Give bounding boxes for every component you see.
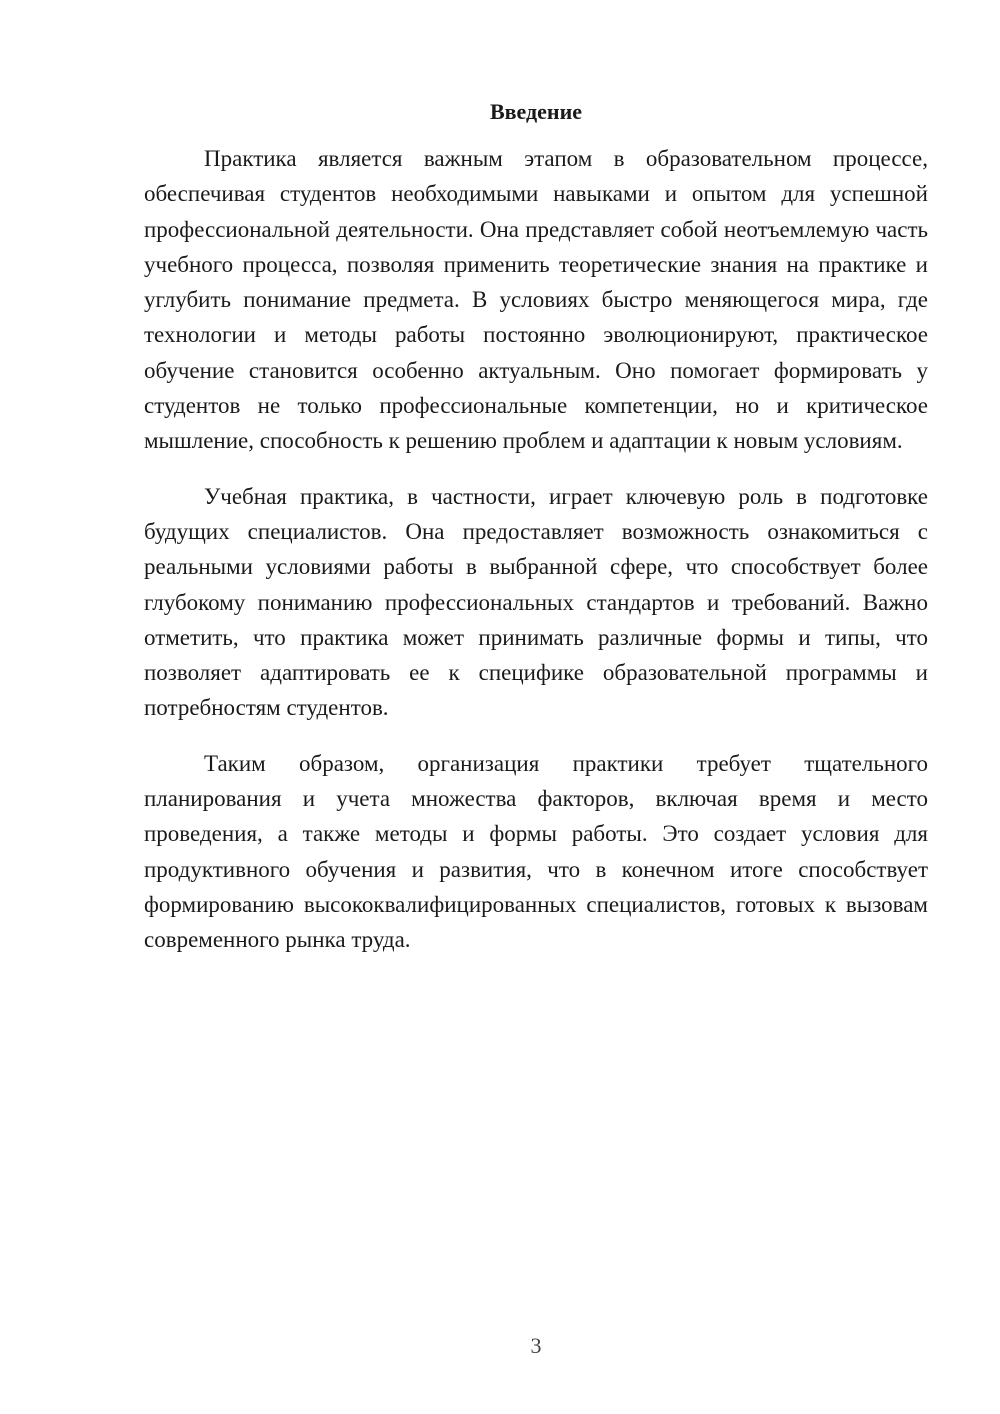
paragraph-3: Таким образом, организация практики требует тщательного планирования и учета множества факторов, включая время и место проведения, а также методы и формы работы. Это создает условия для продуктивного обучения и развития, что в конечном итоге способствует формированию высококвалифицированных специалистов, готовых к вызовам современного рынка труда. [144,750,928,953]
page-number: 3 [530,1333,542,1358]
paragraph-1: Практика является важным этапом в образовательном процессе, обеспечивая студентов необходимыми навыками и опытом для успешной профессиональной деятельности. Она представляет собой неотъемлемую часть учебного процесса, позволяя применить теоретические знания на практике и углубить понимание предмета. В условиях быстро меняющегося мира, где технологии и методы работы постоянно эволюционируют, практическое обучение становится особенно актуальным. Оно помогает формировать у студентов не только профессиональные компетенции, но и критическое мышление, способность к решению проблем и адаптации к новым условиям. [144,146,928,454]
section-title: Введение [489,99,583,124]
body-text [144,141,928,978]
paragraph-2: Учебная практика, в частности, играет ключевую роль в подготовке будущих специалистов. Она предоставляет возможность ознакомиться с реальными условиями работы в выбранной сфере, что способствует более глубокому пониманию профессиональных стандартов и требований. Важно отметить, что практика может принимать различные формы и типы, что позволяет адаптировать ее к специфике образовательной программы и потребностям студентов. [144,483,928,721]
